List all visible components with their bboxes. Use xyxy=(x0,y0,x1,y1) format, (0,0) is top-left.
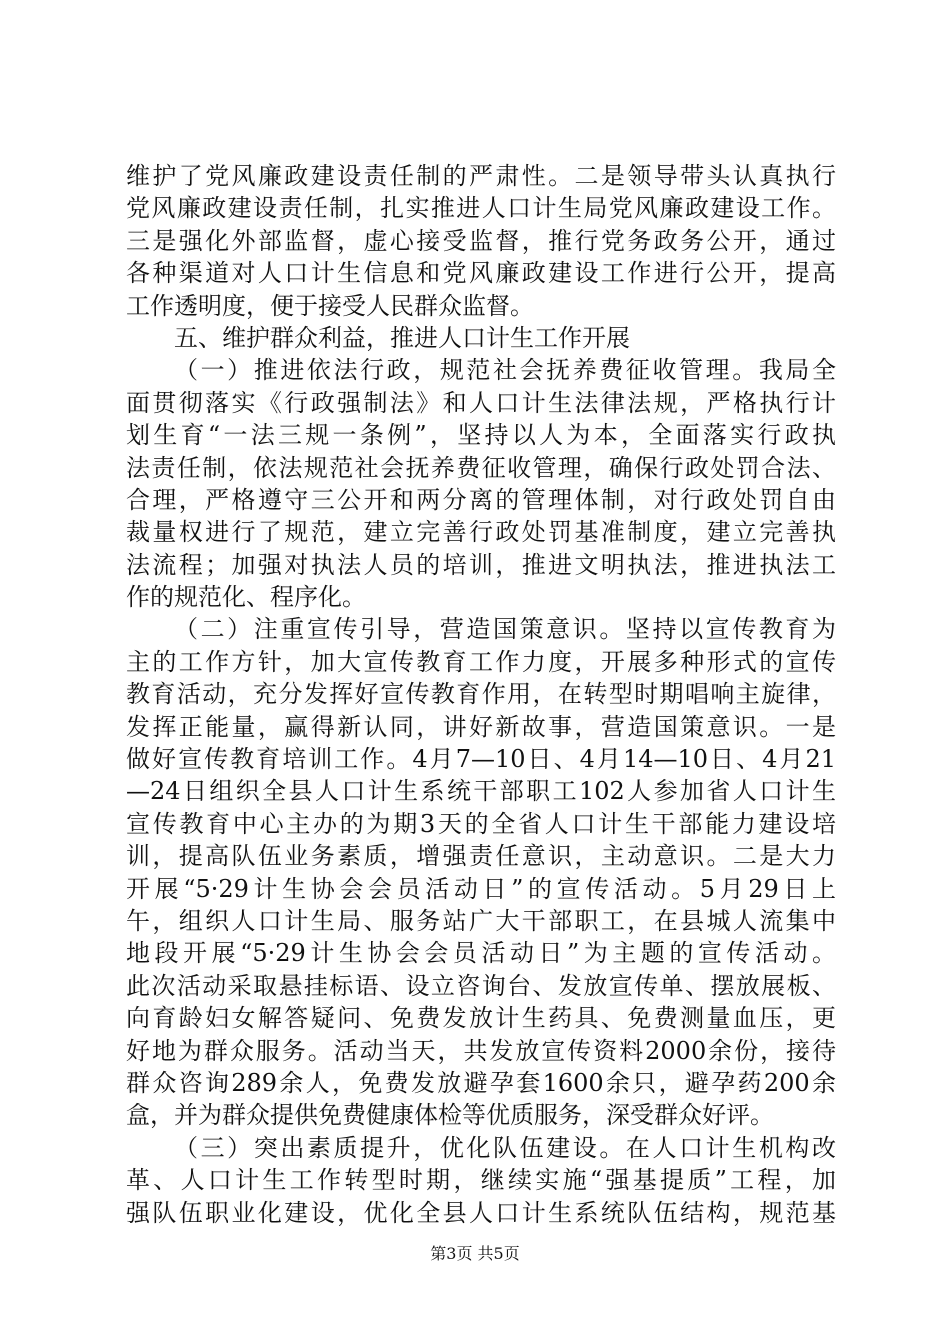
text-line: 向育龄妇女解答疑问、免费发放计生药具、免费测量血压，更 xyxy=(126,1004,836,1033)
text-line: （三）突出素质提升，优化队伍建设。在人口计生机构改 xyxy=(174,1133,836,1162)
text-line: 做好宣传教育培训工作。4月7—10日、4月14—10日、4月21 xyxy=(126,745,836,774)
text-line: 宣传教育中心主办的为期3天的全省人口计生干部能力建设培 xyxy=(126,809,836,838)
text-line: 合理，严格遵守三公开和两分离的管理体制，对行政处罚自由 xyxy=(126,485,836,514)
body-text xyxy=(126,160,836,1229)
text-line: 训，提高队伍业务素质，增强责任意识，主动意识。二是大力 xyxy=(126,842,836,871)
text-line: 裁量权进行了规范，建立完善行政处罚基准制度，建立完善执 xyxy=(126,518,836,547)
text-line: 面贯彻落实《行政强制法》和人口计生法律法规，严格执行计 xyxy=(126,388,836,417)
text-line: 午，组织人口计生局、服务站广大干部职工，在县城人流集中 xyxy=(126,906,836,935)
text-line: 发挥正能量，赢得新认同，讲好新故事，营造国策意识。一是 xyxy=(126,712,836,741)
text-line: 党风廉政建设责任制，扎实推进人口计生局党风廉政建设工作。 xyxy=(126,194,836,223)
text-line: 工作透明度，便于接受人民群众监督。 xyxy=(126,291,534,320)
text-line: （一）推进依法行政，规范社会抚养费征收管理。我局全 xyxy=(174,356,836,385)
text-line: 划生育“一法三规一条例”，坚持以人为本，全面落实行政执 xyxy=(126,421,836,450)
text-line: 群众咨询289余人，免费发放避孕套1600余只，避孕药200余 xyxy=(126,1068,836,1097)
text-line: 盒，并为群众提供免费健康体检等优质服务，深受群众好评。 xyxy=(126,1101,774,1130)
text-line: （二）注重宣传引导，营造国策意识。坚持以宣传教育为 xyxy=(174,615,836,644)
page-footer: 第3页 共5页 xyxy=(430,1244,520,1263)
text-line: 维护了党风廉政建设责任制的严肃性。二是领导带头认真执行 xyxy=(126,162,836,190)
text-line: 教育活动，充分发挥好宣传教育作用，在转型时期唱响主旋律， xyxy=(126,680,836,709)
text-line: 五、维护群众利益，推进人口计生工作开展 xyxy=(174,323,630,352)
text-line: 三是强化外部监督，虚心接受监督，推行党务政务公开，通过 xyxy=(126,226,836,255)
text-line: 地段开展“5·29计生协会会员活动日”为主题的宣传活动。 xyxy=(126,939,836,968)
text-line: 开展“5·29计生协会会员活动日”的宣传活动。5月29日上 xyxy=(126,874,836,903)
text-line: 法责任制，依法规范社会抚养费征收管理，确保行政处罚合法、 xyxy=(126,453,836,482)
text-line: 好地为群众服务。活动当天，共发放宣传资料2000余份，接待 xyxy=(126,1036,836,1065)
text-line: 革、人口计生工作转型时期，继续实施“强基提质”工程，加 xyxy=(126,1166,836,1195)
text-line: 此次活动采取悬挂标语、设立咨询台、发放宣传单、摆放展板、 xyxy=(126,971,836,1000)
text-line: 主的工作方针，加大宣传教育工作力度，开展多种形式的宣传 xyxy=(126,647,836,676)
text-line: 法流程；加强对执法人员的培训，推进文明执法，推进执法工 xyxy=(126,550,836,579)
text-line: 强队伍职业化建设，优化全县人口计生系统队伍结构，规范基 xyxy=(126,1198,836,1227)
text-line: 作的规范化、程序化。 xyxy=(126,583,366,612)
text-line: 各种渠道对人口计生信息和党风廉政建设工作进行公开，提高 xyxy=(126,259,836,288)
text-line: —24日组织全县人口计生系统干部职工102人参加省人口计生 xyxy=(126,777,836,806)
